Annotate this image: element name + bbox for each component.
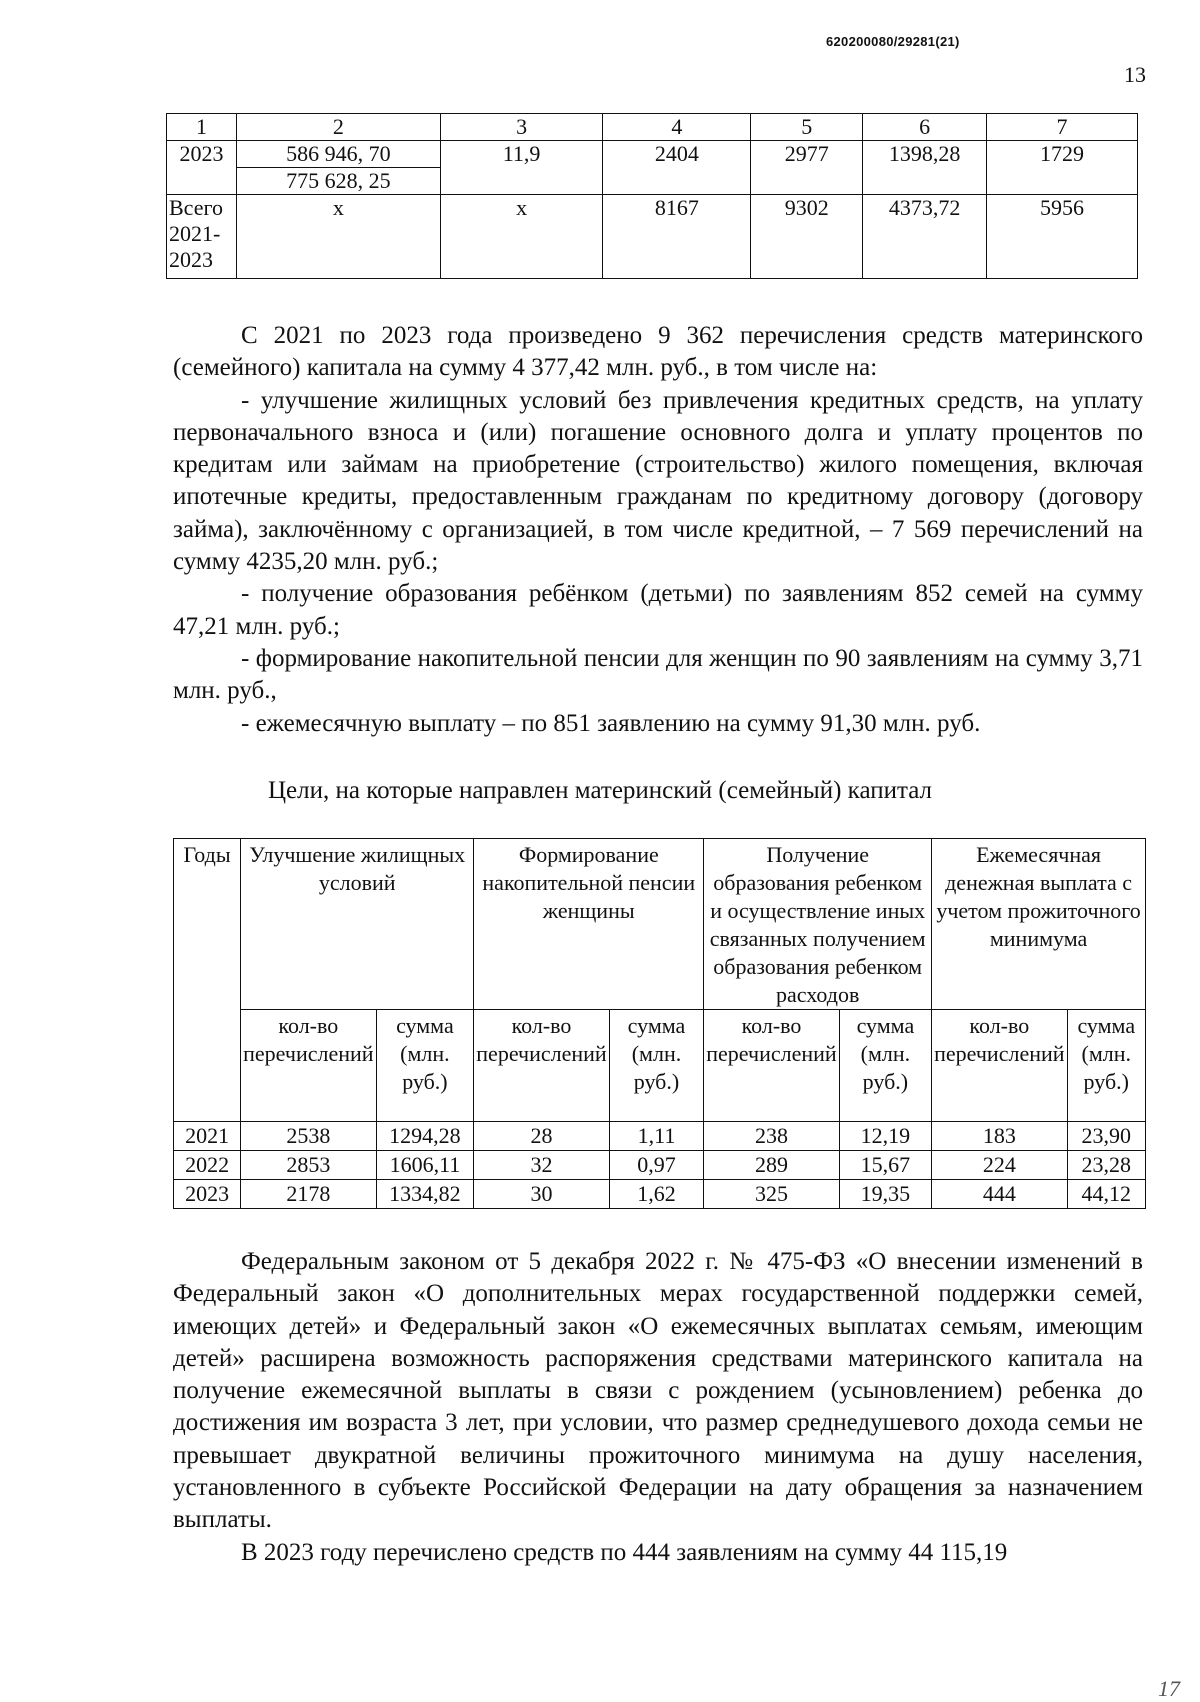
- cell: 224: [932, 1151, 1067, 1180]
- col-number: 4: [603, 114, 751, 141]
- header-housing: Улучшение жилищных условий: [241, 839, 474, 1010]
- cell: 1,11: [609, 1122, 704, 1151]
- table-row: [174, 1151, 1146, 1180]
- cell-total-label: Всего 2021-2023: [167, 195, 237, 279]
- col-number: 6: [863, 114, 987, 141]
- subheader: сумма (млн. руб.): [839, 1010, 931, 1122]
- cell: 11,9: [440, 141, 603, 195]
- subheader: кол-во перечислений: [241, 1010, 376, 1122]
- cell: 44,12: [1067, 1180, 1145, 1209]
- cell-year: 2023: [167, 141, 237, 195]
- cell: 325: [704, 1180, 839, 1209]
- cell-year: 2023: [174, 1180, 241, 1209]
- cell: 1334,82: [376, 1180, 474, 1209]
- table-row: [167, 195, 1138, 279]
- body-text-bottom: [173, 1246, 1143, 1569]
- cell: 23,28: [1067, 1151, 1145, 1180]
- cell-year: 2022: [174, 1151, 241, 1180]
- cell: 1606,11: [376, 1151, 474, 1180]
- subheader: кол-во перечислений: [932, 1010, 1067, 1122]
- header-education: Получение образования ребенком и осуществление иных связанных получением образования ребенком расходов: [704, 839, 932, 1010]
- col-number: 3: [440, 114, 603, 141]
- col-number: 5: [751, 114, 863, 141]
- cell: 32: [474, 1151, 609, 1180]
- cell: 2538: [241, 1122, 376, 1151]
- body-text-top: [173, 320, 1143, 740]
- subheader: сумма (млн. руб.): [1067, 1010, 1145, 1122]
- col-number: 7: [987, 114, 1138, 141]
- table-capital-goals: [173, 838, 1146, 1209]
- table-row: [174, 1122, 1146, 1151]
- subheader: кол-во перечислений: [474, 1010, 609, 1122]
- header-monthly: Ежемесячная денежная выплата с учетом прожиточного минимума: [932, 839, 1146, 1010]
- cell: 183: [932, 1122, 1067, 1151]
- cell: x: [440, 195, 603, 279]
- table-continuation: [166, 113, 1138, 279]
- header-years: Годы: [174, 839, 241, 1122]
- cell: 8167: [603, 195, 751, 279]
- table-subheader-row: [174, 1010, 1146, 1122]
- corner-mark: 17: [1158, 1676, 1180, 1701]
- cell-year: 2021: [174, 1122, 241, 1151]
- cell: 15,67: [839, 1151, 931, 1180]
- cell: 1729: [987, 141, 1138, 195]
- cell: 289: [704, 1151, 839, 1180]
- table-header-row: [174, 839, 1146, 1010]
- cell: 9302: [751, 195, 863, 279]
- paragraph: - ежемесячную выплату – по 851 заявлению на сумму 91,30 млн. руб.: [241, 709, 981, 737]
- cell: 12,19: [839, 1122, 931, 1151]
- paragraph: Федеральным законом от 5 декабря 2022 г. № 475-ФЗ «О внесении изменений в Федеральный закон «О дополнительных мерах государственной поддержки семей, имеющих детей» и Федеральный закон «О ежемесячных выплатах семьям, имеющим детей» расширена возможность распоряжения средствами материнского капитала на получение ежемесячной выплаты в связи с рождением (усыновлением) ребенка до достижения им возраста 3 лет, при условии, что размер среднедушевого дохода семьи не превышает двукратной величины прожиточного минимума на душу населения, установленного в субъекте Российской Федерации на дату обращения за назначением выплаты.: [173, 1248, 1143, 1534]
- cell: 2853: [241, 1151, 376, 1180]
- cell: 586 946, 70: [236, 141, 440, 168]
- cell: 5956: [987, 195, 1138, 279]
- cell: 775 628, 25: [236, 168, 440, 195]
- cell: 28: [474, 1122, 609, 1151]
- cell: x: [236, 195, 440, 279]
- cell: 4373,72: [863, 195, 987, 279]
- paragraph: - получение образования ребёнком (детьми) по заявлениям 852 семей на сумму 47,21 млн. руб.;: [173, 580, 1143, 640]
- cell: 0,97: [609, 1151, 704, 1180]
- cell: 1398,28: [863, 141, 987, 195]
- cell: 30: [474, 1180, 609, 1209]
- col-number: 2: [236, 114, 440, 141]
- cell: 444: [932, 1180, 1067, 1209]
- subheader: сумма (млн. руб.): [376, 1010, 474, 1122]
- cell: 2977: [751, 141, 863, 195]
- table-caption: Цели, на которые направлен материнский (семейный) капитал: [267, 777, 932, 804]
- table-row: [167, 141, 1138, 168]
- page-number: 13: [1124, 62, 1146, 87]
- cell: 1294,28: [376, 1122, 474, 1151]
- table-row: [167, 114, 1138, 141]
- paragraph: В 2023 году перечислено средств по 444 заявлениям на сумму 44 115,19: [241, 1538, 1008, 1566]
- cell: 2404: [603, 141, 751, 195]
- document-id: 620200080/29281(21): [826, 34, 960, 49]
- subheader: сумма (млн. руб.): [609, 1010, 704, 1122]
- paragraph: - улучшение жилищных условий без привлечения кредитных средств, на уплату первоначального взноса и (или) погашение основного долга и уплату процентов по кредитам или займам на приобретение (строительство) жилого помещения, включая ипотечные кредиты, предоставленным гражданам по кредитному договору (договору займа), заключённому с организацией, в том числе кредитной, – 7 569 перечислений на сумму 4235,20 млн. руб.;: [173, 386, 1143, 576]
- paragraph: С 2021 по 2023 года произведено 9 362 перечисления средств материнского (семейного) капитала на сумму 4 377,42 млн. руб., в том числе на:: [173, 322, 1143, 382]
- paragraph: - формирование накопительной пенсии для женщин по 90 заявлениям на сумму 3,71 млн. руб.,: [173, 644, 1143, 705]
- table-row: [174, 1180, 1146, 1209]
- col-number: 1: [167, 114, 237, 141]
- cell: 19,35: [839, 1180, 931, 1209]
- cell: 23,90: [1067, 1122, 1145, 1151]
- subheader: кол-во перечислений: [704, 1010, 839, 1122]
- cell: 238: [704, 1122, 839, 1151]
- cell: 1,62: [609, 1180, 704, 1209]
- cell: 2178: [241, 1180, 376, 1209]
- header-pension: Формирование накопительной пенсии женщины: [474, 839, 704, 1010]
